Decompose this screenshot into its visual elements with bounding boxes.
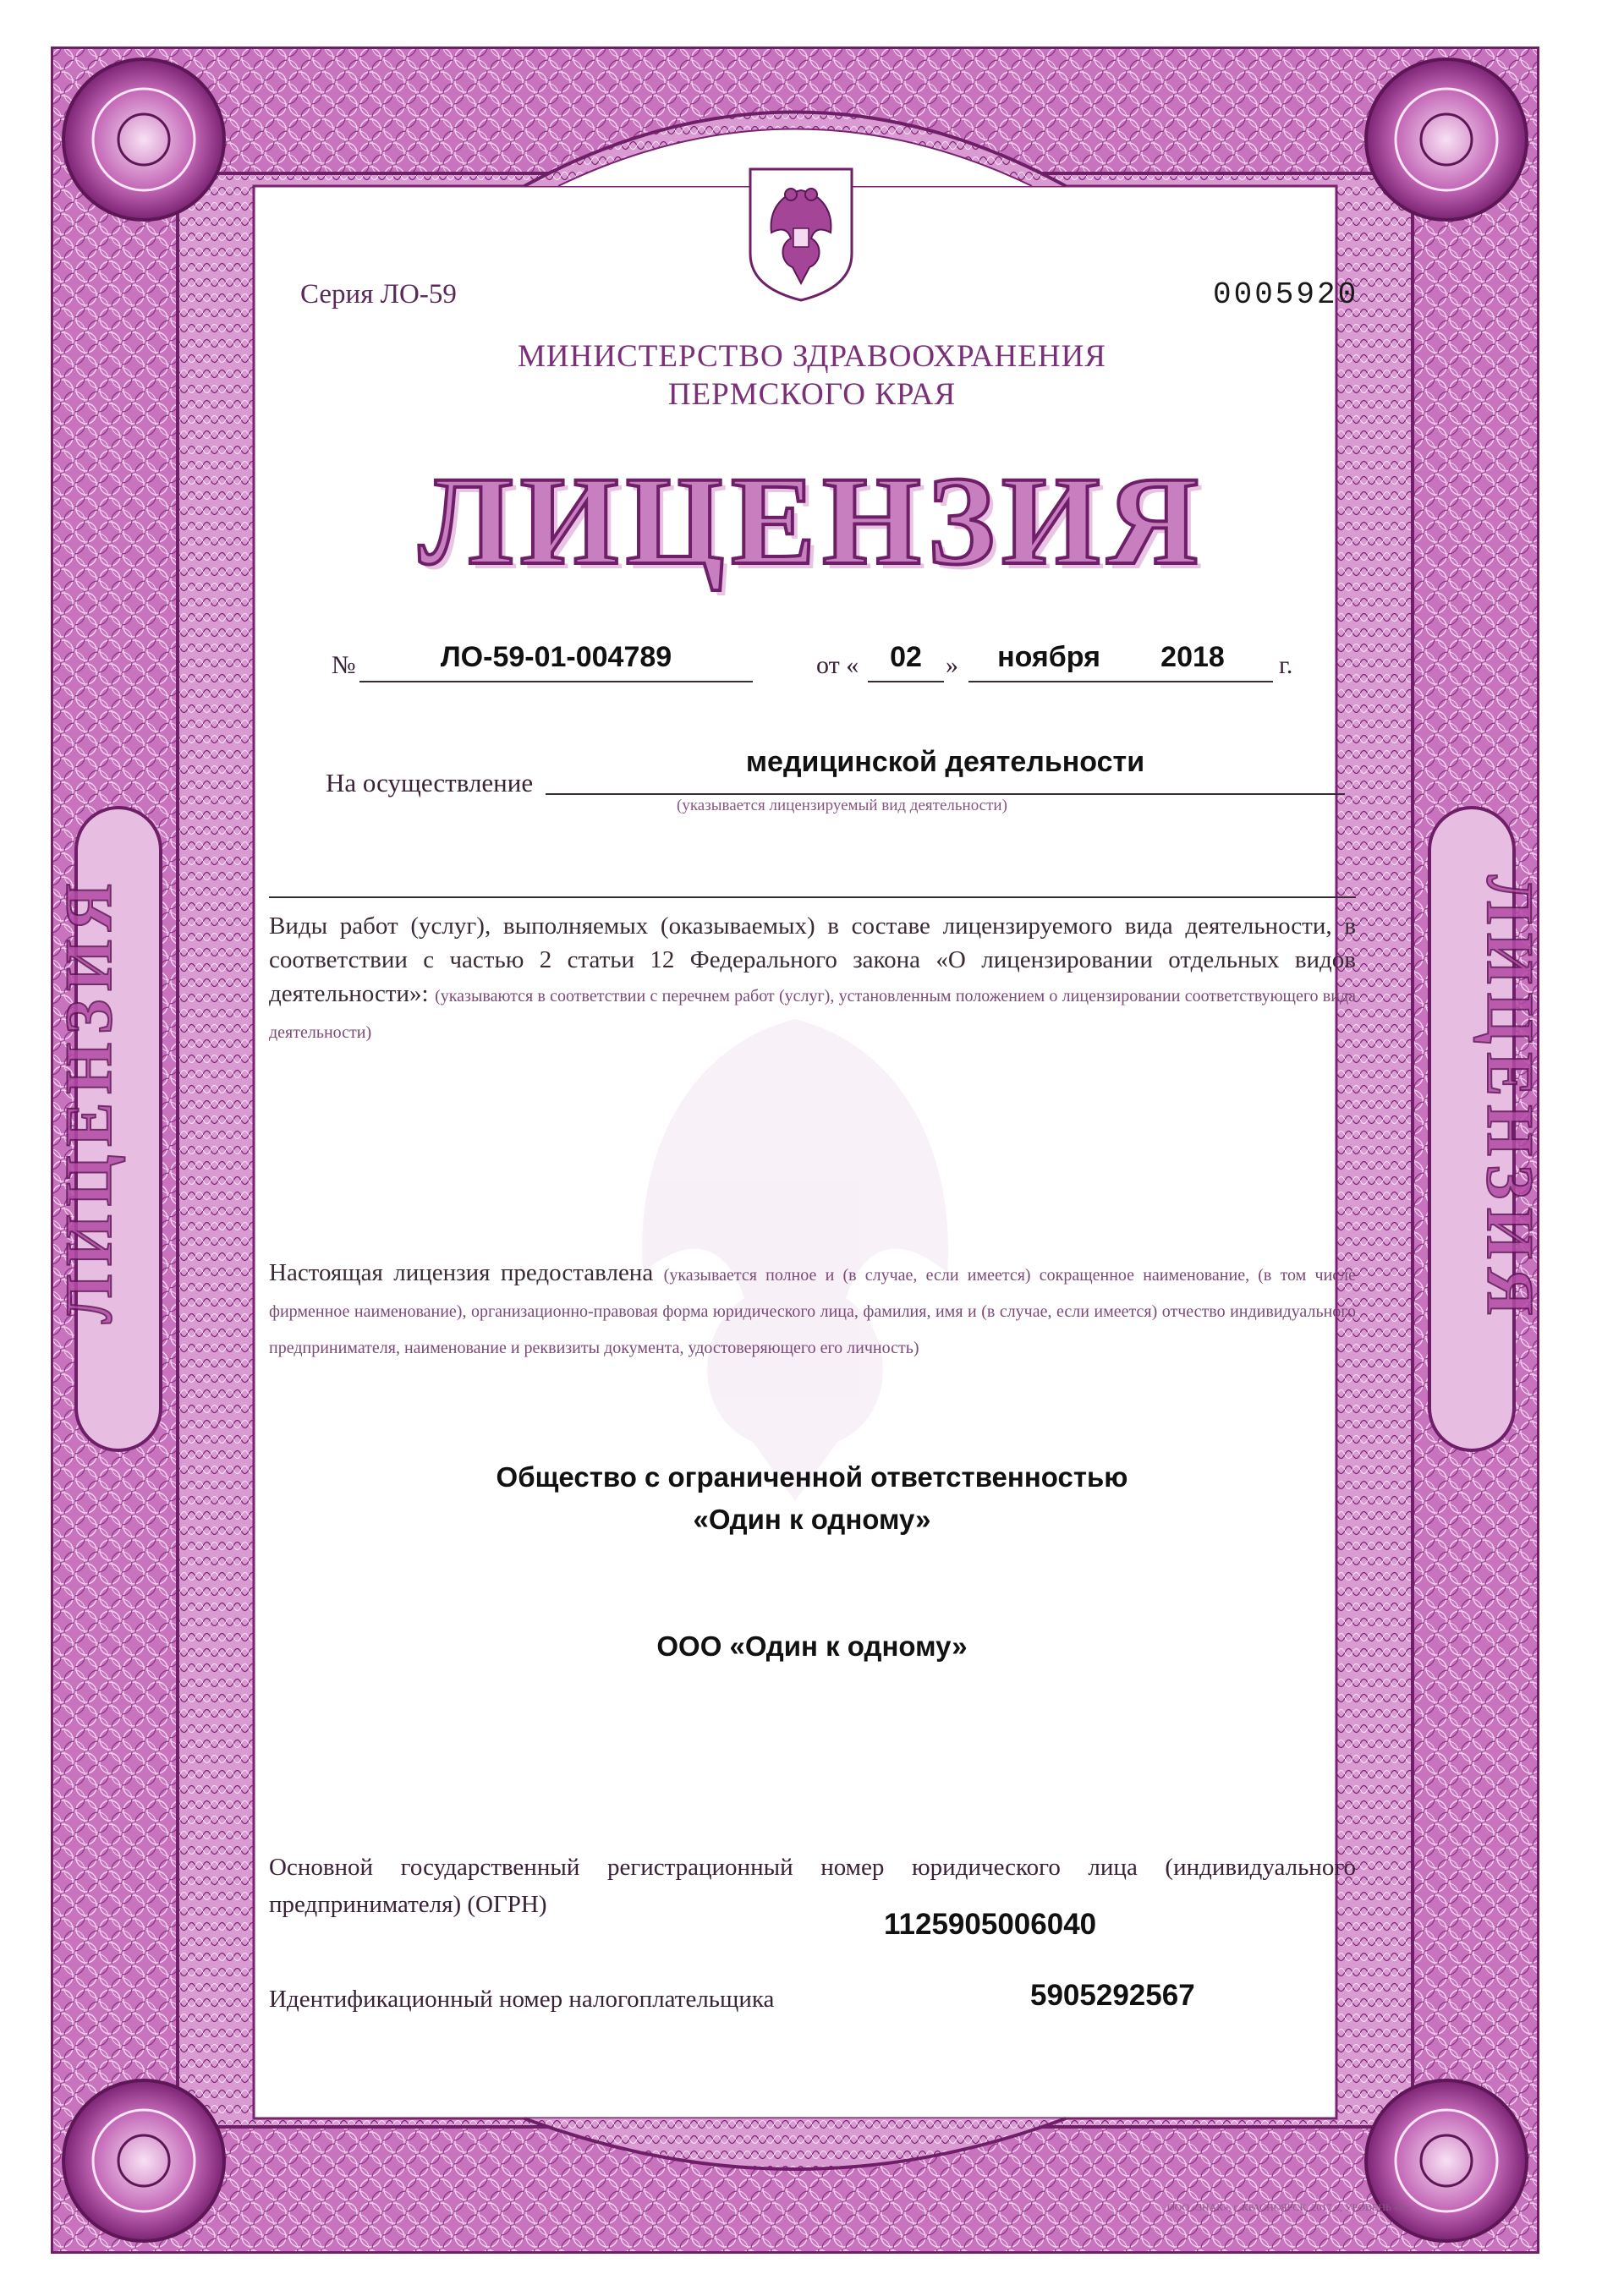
year-suffix: г.	[1279, 651, 1293, 679]
works-hint: (указываются в соответствии с перечнем работ (услуг), установленным положением о лицензировании соответствующего вида деятельности)	[269, 987, 1357, 1042]
series-label: Серия ЛО-59	[300, 279, 457, 310]
ministry-line-2: ПЕРМСКОГО КРАЯ	[667, 377, 957, 412]
coat-of-arms-icon	[742, 161, 860, 304]
organization-full-name-line2: «Один к одному»	[693, 1504, 931, 1535]
corner-rosette-icon	[1366, 2080, 1527, 2241]
corner-rosette-icon	[1366, 59, 1527, 220]
activity-value: медицинской деятельности	[745, 746, 1145, 778]
granted-hint: (указывается полное и (в случае, если имеется) сокращенное наименование, (в том числе фирменное наименование), организационно-правовая форма юридического лица, фамилия, имя и (в случае, если имеется) отчество индивидуального предпринимателя, наименование и реквизиты документа, удостоверяющего его личность)	[269, 1266, 1357, 1357]
side-word-right: ЛИЦЕНЗИЯ	[1473, 874, 1548, 1324]
activity-underline	[546, 793, 1345, 795]
license-number: ЛО-59-01-004789	[440, 641, 672, 673]
separator-line	[269, 896, 1356, 898]
number-underline	[359, 681, 753, 682]
corner-rosette-icon	[63, 59, 224, 220]
license-month: ноября	[997, 641, 1100, 673]
number-label: №	[332, 651, 356, 679]
activity-label: На осуществление	[326, 768, 534, 797]
date-from-label: от «	[816, 651, 859, 679]
ogrn-label-line2: предпринимателя) (ОГРН)	[269, 1891, 547, 1918]
activity-hint: (указывается лицензируемый вид деятельности)	[677, 797, 1007, 814]
month-year-underline	[968, 681, 1273, 682]
inn-label: Идентификационный номер налогоплательщика	[269, 1986, 775, 2013]
works-paragraph	[269, 909, 1356, 1049]
day-close-quote: »	[946, 651, 958, 679]
printer-imprint: ООО «ЗНАК», г. КРАСНОЯРСК, 2017 г., УРОВЕНЬ «В»	[1167, 2201, 1411, 2213]
side-word-left: ЛИЦЕНЗИЯ	[52, 874, 126, 1324]
granted-text: Настоящая лицензия предоставлена	[269, 1259, 654, 1286]
ogrn-label-line1: Основной государственный регистрационный номер юридического лица (индивидуального	[269, 1854, 1356, 1881]
works-text: Виды работ (услуг), выполняемых (оказываемых) в составе лицензируемого вида деятельности, в соответствии с частью 2 статьи 12 Федерального закона «О лицензировании отдельных видов деятельности»:	[269, 912, 1356, 1007]
ministry-line-1: МИНИСТЕРСТВО ЗДРАВООХРАНЕНИЯ	[518, 339, 1106, 374]
day-underline	[868, 681, 944, 682]
organization-short-name: ООО «Один к одному»	[656, 1630, 968, 1662]
serial-number: 0005920	[1213, 277, 1359, 312]
license-day: 02	[890, 641, 922, 673]
inn-value: 5905292567	[1030, 1979, 1195, 2012]
page-title: ЛИЦЕНЗИЯ	[418, 451, 1205, 591]
organization-full-name-line1: Общество с ограниченной ответственностью	[496, 1461, 1128, 1493]
granted-paragraph	[269, 1256, 1356, 1365]
corner-rosette-icon	[63, 2080, 224, 2241]
ogrn-value: 1125905006040	[884, 1908, 1097, 1941]
license-year: 2018	[1160, 641, 1225, 673]
